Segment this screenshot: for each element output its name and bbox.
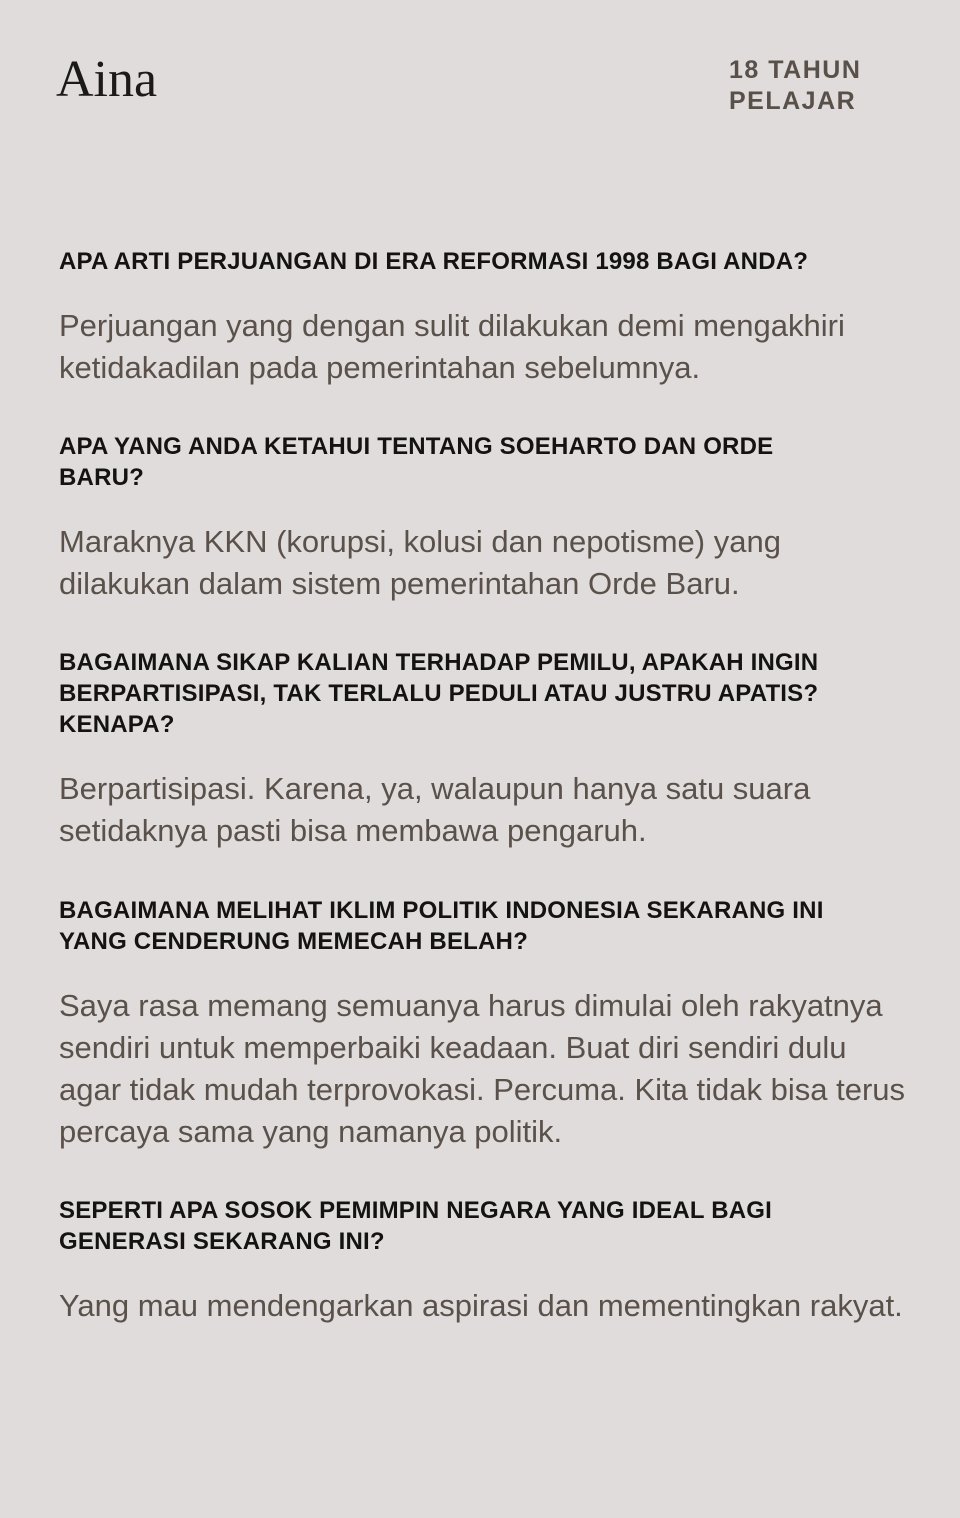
answer-2: Maraknya KKN (korupsi, kolusi dan nepotisme) yang dilakukan dalam sistem pemerintahan Orde Baru.	[59, 524, 781, 601]
question-3: BAGAIMANA SIKAP KALIAN TERHADAP PEMILU, APAKAH INGIN BERPARTISIPASI, TAK TERLALU PEDULI ATAU JUSTRU APATIS? KENAPA?	[59, 649, 819, 738]
qa-item-4	[59, 895, 909, 1153]
question-4: BAGAIMANA MELIHAT IKLIM POLITIK INDONESIA SEKARANG INI YANG CENDERUNG MEMECAH BELAH?	[59, 897, 824, 955]
question-1: APA ARTI PERJUANGAN DI ERA REFORMASI 1998 BAGI ANDA?	[59, 248, 809, 275]
interviewee-meta	[729, 55, 861, 117]
interviewee-name: Aina	[56, 51, 158, 108]
qa-item-5	[59, 1195, 909, 1327]
answer-4: Saya rasa memang semuanya harus dimulai oleh rakyatnya sendiri untuk memperbaiki keadaan. Buat diri sendiri dulu agar tidak mudah terprovokasi. Percuma. Kita tidak bisa terus percaya sama yang namanya politik.	[59, 988, 906, 1149]
interviewee-occupation: PELAJAR	[729, 87, 857, 115]
question-2: APA YANG ANDA KETAHUI TENTANG SOEHARTO DAN ORDE BARU?	[59, 433, 774, 491]
interviewee-age: 18 TAHUN	[729, 56, 862, 84]
answer-5: Yang mau mendengarkan aspirasi dan mementingkan rakyat.	[59, 1288, 903, 1323]
answer-3: Berpartisipasi. Karena, ya, walaupun hanya satu suara setidaknya pasti bisa membawa pengaruh.	[59, 771, 811, 848]
question-5: SEPERTI APA SOSOK PEMIMPIN NEGARA YANG IDEAL BAGI GENERASI SEKARANG INI?	[59, 1197, 773, 1255]
answer-1: Perjuangan yang dengan sulit dilakukan demi mengakhiri ketidakadilan pada pemerintahan sebelumnya.	[59, 308, 845, 385]
qa-item-1	[59, 246, 909, 389]
qa-item-3	[59, 647, 909, 852]
qa-item-2	[59, 431, 909, 605]
